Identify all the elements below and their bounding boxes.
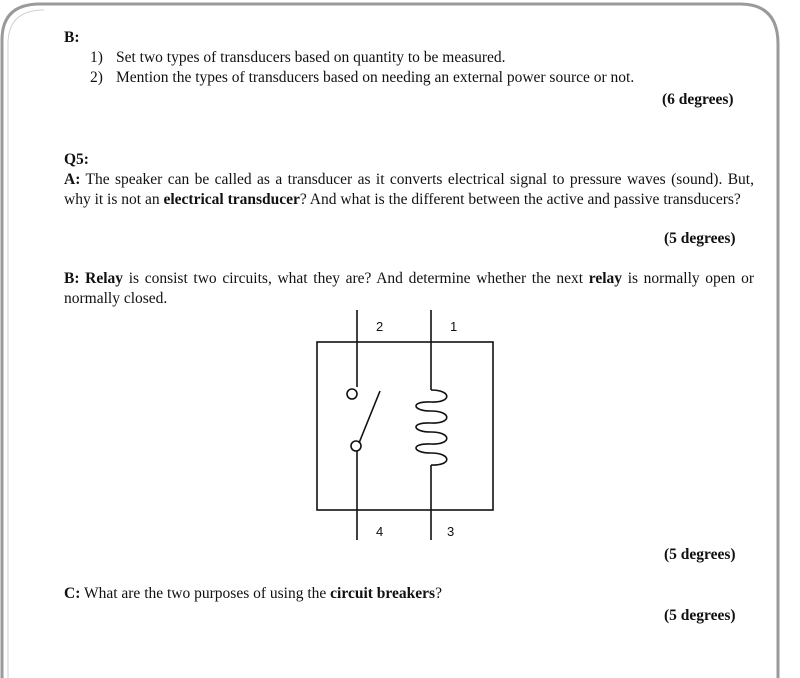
item-2-text: Mention the types of transducers based on needing an external power source or not. [116, 69, 635, 86]
relay-box [317, 342, 493, 510]
q5-c-degrees: (5 degrees) [664, 607, 736, 624]
q5-a-text-1: The speaker can be called as a transducer as it converts electrical signal to pressure waves (sound). But, why it is not an [64, 171, 754, 208]
switch-contact-bottom [351, 441, 361, 451]
section-b-label: B: [64, 29, 80, 46]
pin-4-label: 4 [376, 524, 384, 539]
q5-b-label: B: [64, 270, 80, 287]
q5-c-label: C: [64, 585, 81, 602]
item-1-text: Set two types of transducers based on quantity to be measured. [116, 49, 506, 66]
q5-part-b-text [64, 269, 754, 309]
switch-contact-top [347, 389, 357, 399]
pin-1-label: 1 [450, 319, 458, 334]
switch-blade [359, 391, 380, 443]
q5-a-bold-term: electrical transducer [163, 191, 300, 208]
q5-b-text-2: is normally open or normally closed. [64, 270, 755, 307]
q5-a-degrees: (5 degrees) [664, 230, 736, 247]
q5-c-text-1: What are the two purposes of using the [80, 585, 331, 602]
relay-coil [416, 390, 447, 465]
q5-part-a-text [64, 170, 754, 210]
q5-b-text-1: is consist two circuits, what they are? And determine whether the next [123, 270, 589, 287]
pin-2-label: 2 [376, 319, 384, 334]
pin-3-label: 3 [447, 524, 455, 539]
item-1-number: 1) [90, 49, 103, 66]
q5-part-c-text [64, 584, 442, 604]
q5-title: Q5: [64, 151, 89, 168]
q5-c-text-2: ? [435, 585, 442, 602]
q5-b-bold-relay: Relay [79, 270, 124, 287]
q5-b-bold-relay-2: relay [588, 270, 623, 287]
section-b-degrees: (6 degrees) [662, 91, 734, 108]
item-2-number: 2) [90, 69, 103, 86]
q5-a-label: A: [64, 171, 81, 188]
q5-c-bold-term: circuit breakers [330, 585, 436, 602]
q5-a-text-2: ? And what is the different between the active and passive transducers? [299, 191, 741, 208]
q5-b-degrees: (5 degrees) [664, 546, 736, 563]
relay-diagram [300, 305, 500, 550]
